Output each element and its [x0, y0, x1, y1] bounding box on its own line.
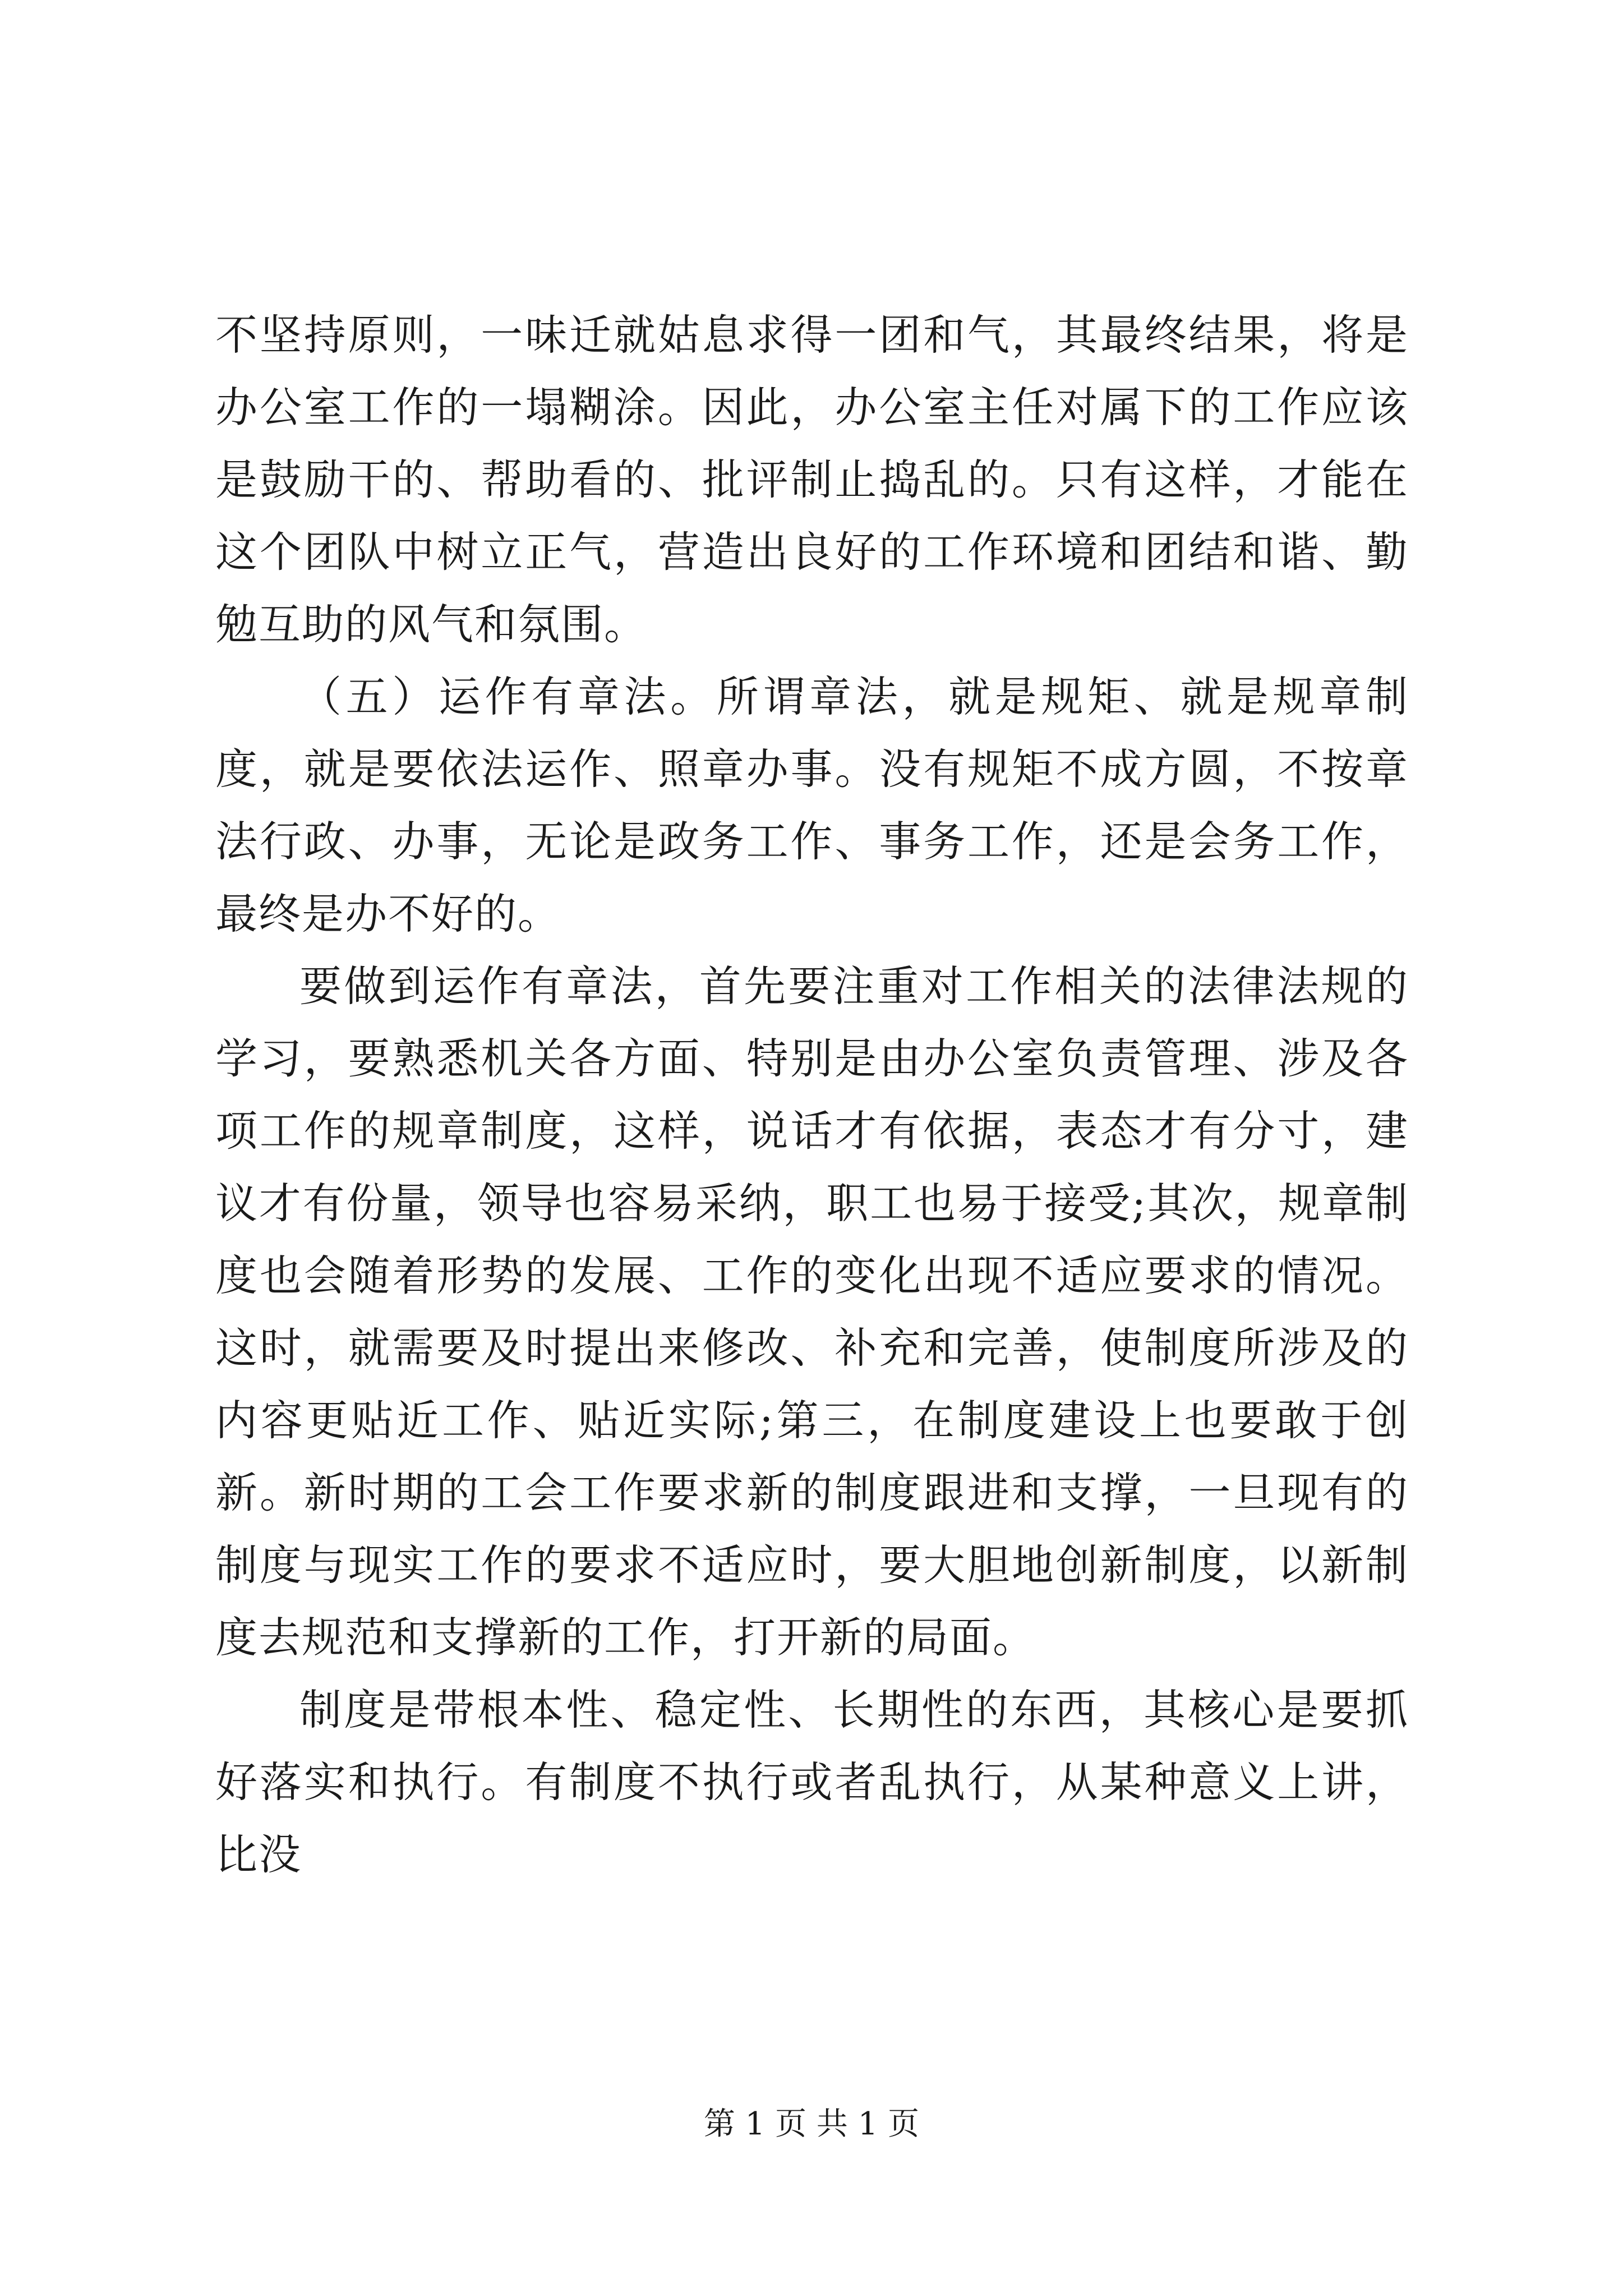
paragraph-4: 制度是带根本性、稳定性、长期性的东西，其核心是要抓好落实和执行。有制度不执行或者乱执行，从某种意义上讲，比没 — [215, 1685, 1409, 1879]
paragraph-2: （五）运作有章法。所谓章法，就是规矩、就是规章制度，就是要依法运作、照章办事。没有规矩不成方圆，不按章法行政、办事，无论是政务工作、事务工作，还是会务工作，最终是办不好的。 — [215, 672, 1409, 938]
paragraph-3: 要做到运作有章法，首先要注重对工作相关的法律法规的学习，要熟悉机关各方面、特别是由办公室负责管理、涉及各项工作的规章制度，这样，说话才有依据，表态才有分寸，建议才有份量，领导也容易采纳，职工也易于接受;其次，规章制度也会随着形势的发展、工作的变化出现不适应要求的情况。这时，就需要及时提出来修改、补充和完善，使制度所涉及的内容更贴近工作、贴近实际;第三，在制度建设上也要敢于创新。新时期的工会工作要求新的制度跟进和支撑，一旦现有的制度与现实工作的要求不适应时，要大胆地创新制度，以新制度去规范和支撑新的工作，打开新的局面。 — [215, 961, 1409, 1662]
paragraph-1: 不坚持原则，一味迁就姑息求得一团和气，其最终结果，将是办公室工作的一塌糊涂。因此，办公室主任对属下的工作应该是鼓励干的、帮助看的、批评制止捣乱的。只有这样，才能在这个团队中树立正气，营造出良好的工作环境和团结和谐、勤勉互助的风气和氛围。 — [215, 310, 1409, 649]
document-body — [215, 299, 1409, 1891]
page-footer: 第 1 页 共 1 页 — [703, 2106, 920, 2142]
